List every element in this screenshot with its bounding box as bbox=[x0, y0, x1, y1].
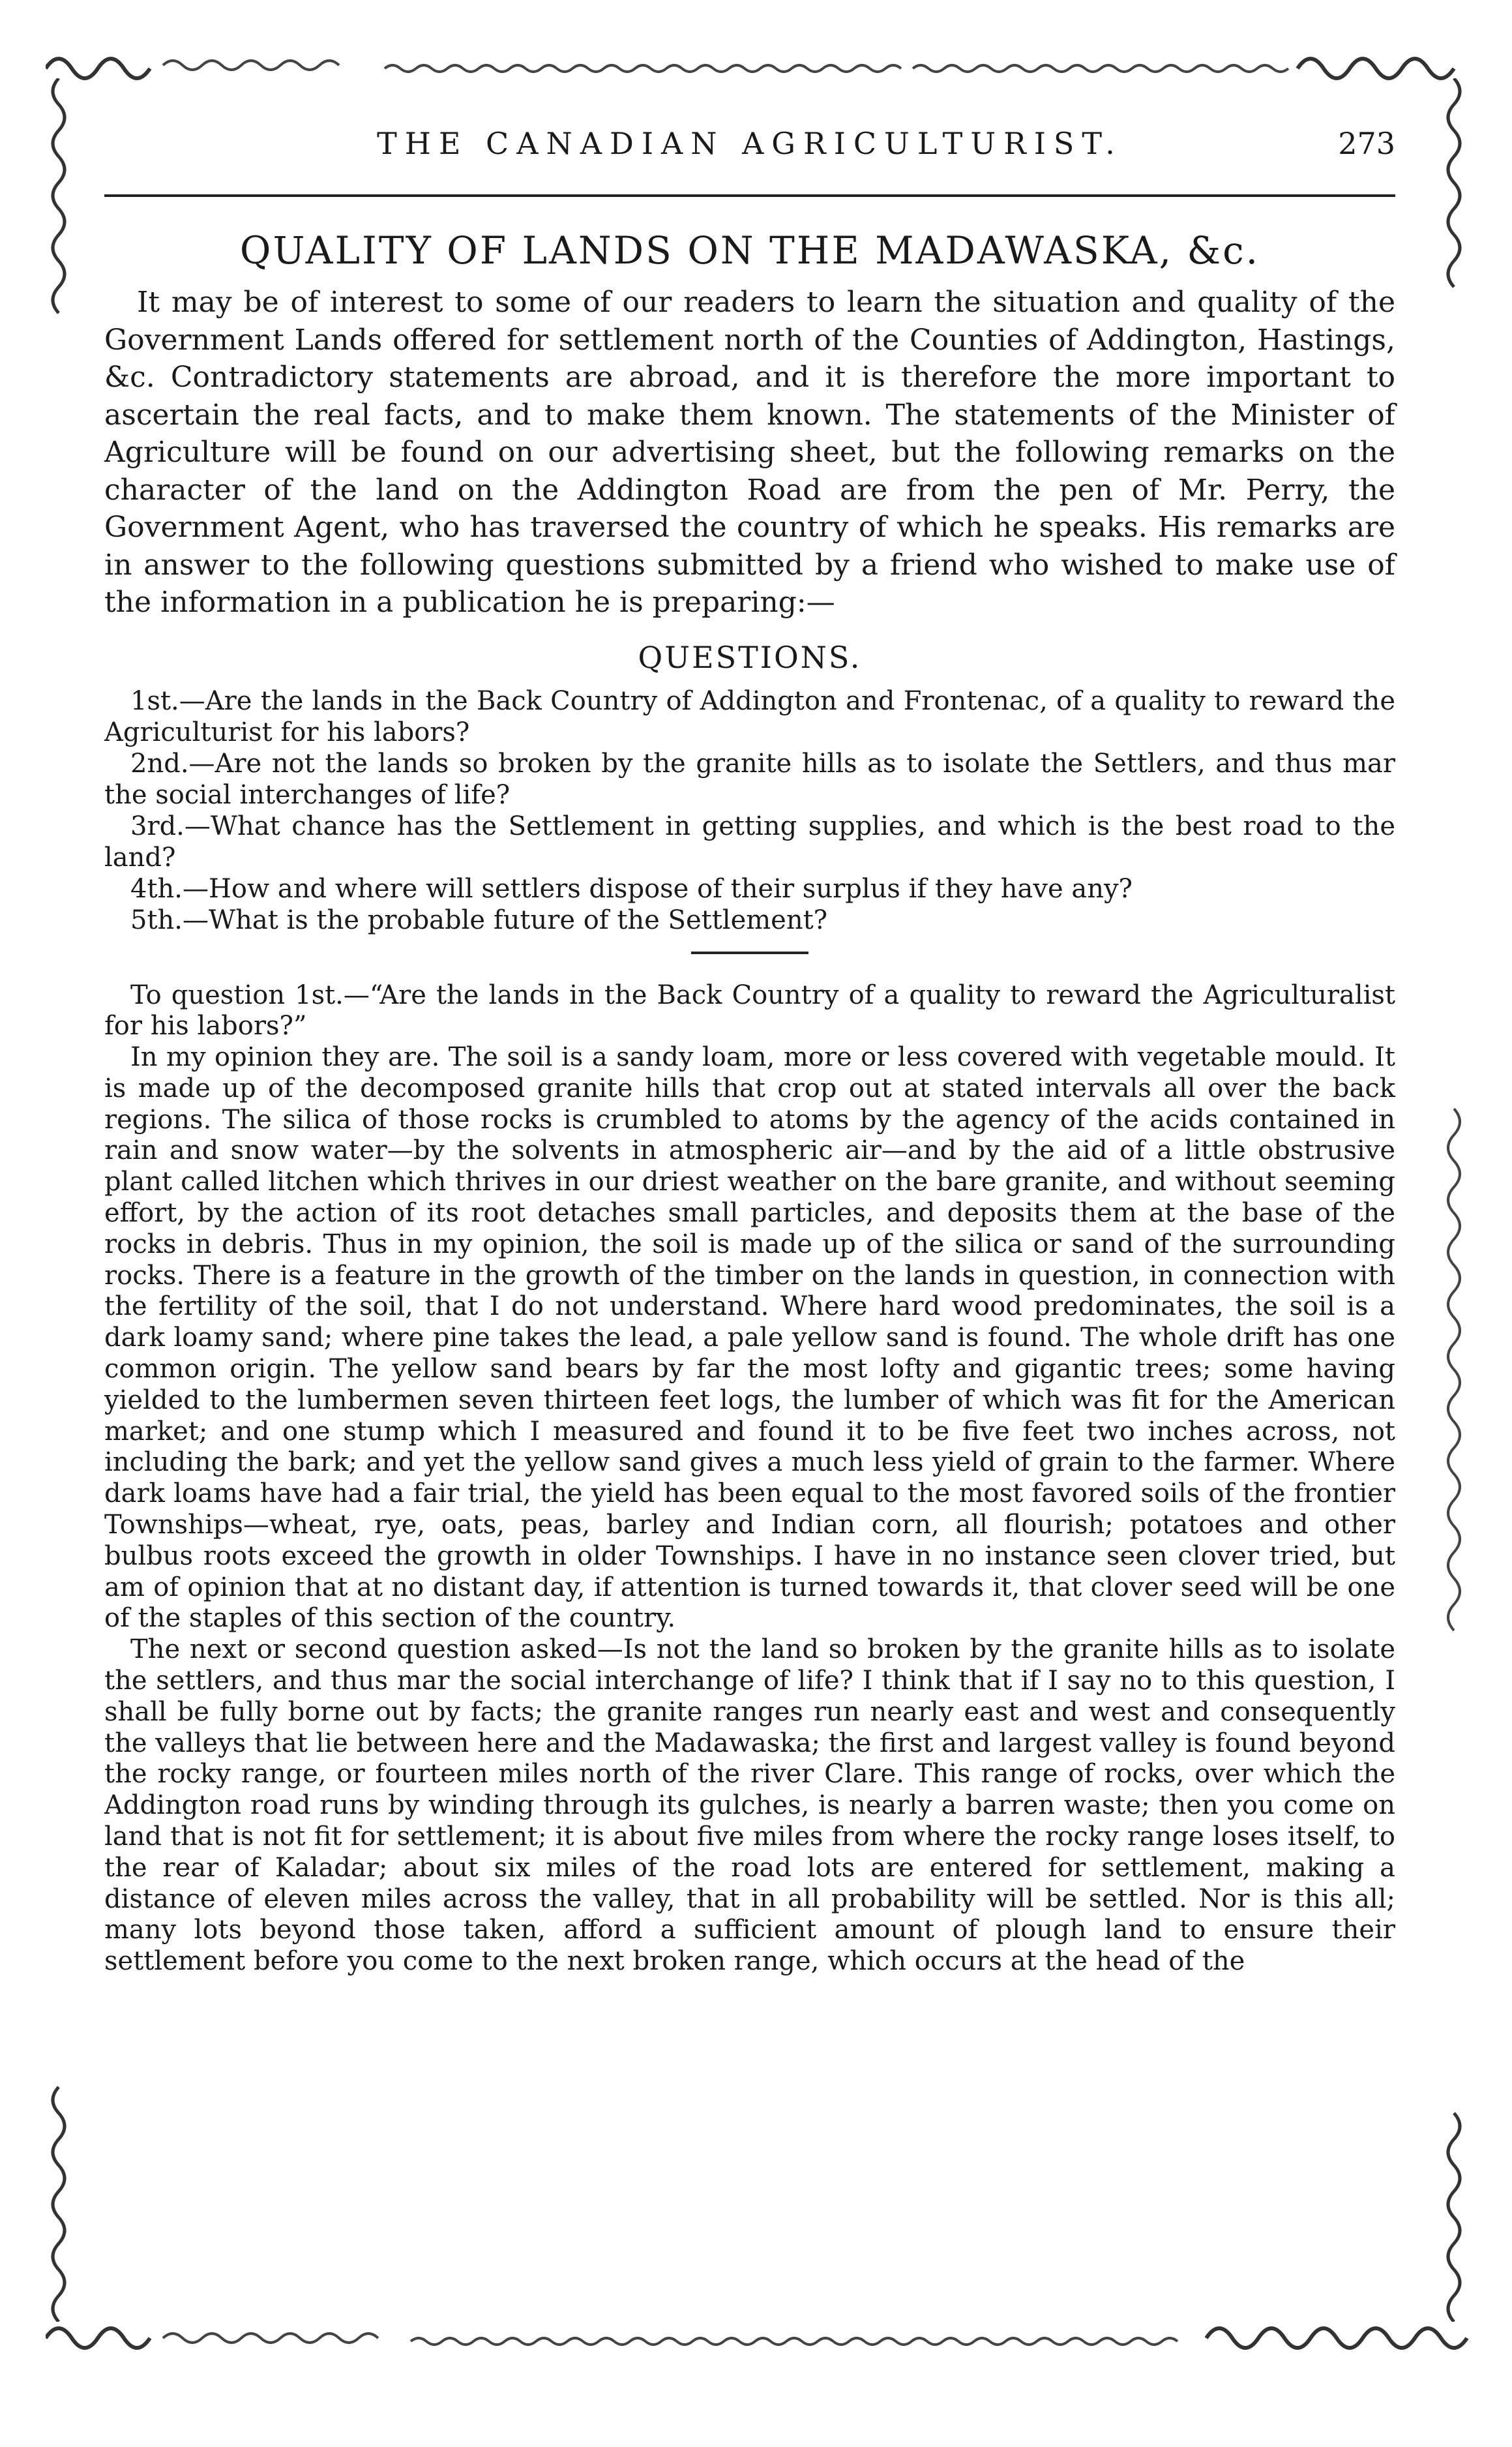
running-header bbox=[104, 121, 1395, 166]
intro-section bbox=[104, 284, 1395, 622]
section-divider bbox=[691, 952, 808, 954]
answers-section bbox=[104, 980, 1395, 1978]
page-number: 273 bbox=[1338, 126, 1395, 161]
decorative-border-left bbox=[39, 78, 78, 2322]
question-item: 3rd.—What chance has the Settlement in getting supplies, and which is the best road to the land? bbox=[104, 811, 1395, 873]
article-body bbox=[104, 284, 1395, 1977]
question-item: 1st.—Are the lands in the Back Country of Addington and Frontenac, of a quality to reward the Agriculturist for his labors? bbox=[104, 685, 1395, 747]
intro-paragraph: It may be of interest to some of our readers to learn the situation and quality of the Government Lands offered for settlement north of the Counties of Addington, Hastings, &c. Contradictory statements are abroad, and it is therefore the more important to ascertain the real facts, and to make them known. The statements of the Minister of Agriculture will be found on our advertising sheet, but the following remarks on the character of the land on the Addington Road are from the pen of Mr. Perry, the Government Agent, who has traversed the country of which he speaks. His remarks are in answer to the following questions submitted by a friend who wished to make use of the information in a publication he is preparing:— bbox=[104, 286, 1395, 619]
decorative-border-right bbox=[1434, 78, 1474, 2322]
question-item: 2nd.—Are not the lands so broken by the granite hills as to isolate the Settlers, and thus mar the social interchanges of life? bbox=[104, 748, 1395, 810]
decorative-border-bottom bbox=[46, 2309, 1480, 2367]
header-rule bbox=[104, 194, 1395, 197]
questions-heading: QUESTIONS. bbox=[638, 639, 862, 675]
question-item: 4th.—How and where will settlers dispose of their surplus if they have any? bbox=[130, 873, 1133, 904]
questions-list bbox=[104, 685, 1395, 936]
article-title: QUALITY OF LANDS ON THE MADAWASKA, &c. bbox=[239, 228, 1260, 273]
answer-paragraph: To question 1st.—“Are the lands in the Back Country of a quality to reward the Agriculturalist for his labors?” bbox=[104, 980, 1395, 1042]
answer-paragraph: In my opinion they are. The soil is a sandy loam, more or less covered with vegetable mould. It is made up of the decomposed granite hills that crop out at stated intervals all over the back regions. The silica of those rocks is crumbled to atoms by the agency of the acids contained in rain and snow water—by the solvents in atmospheric air—and by the aid of a little obstrusive plant called litchen which thrives in our driest weather on the bare granite, and without seeming effort, by the action of its root detaches small particles, and deposits them at the base of the rocks in debris. Thus in my opinion, the soil is made up of the silica or sand of the surrounding rocks. There is a feature in the growth of the timber on the lands in question, in connection with the fertility of the soil, that I do not understand. Where hard wood predominates, the soil is a dark loamy sand; where pine takes the lead, a pale yellow sand is found. The whole drift has one common origin. The yellow sand bears by far the most lofty and gigantic trees; some having yielded to the lumbermen seven thirteen feet logs, the lumber of which was fit for the American market; and one stump which I measured and found it to be five feet two inches across, not including the bark; and yet the yellow sand gives a much less yield of grain to the farmer. Where dark loams have had a fair trial, the yield has been equal to the most favored soils of the frontier Townships—wheat, rye, oats, peas, barley and Indian corn, all flourish; potatoes and other bulbus roots exceed the growth in older Townships. I have in no instance seen clover tried, but am of opinion that at no distant day, if attention is turned towards it, that clover seed will be one of the staples of this section of the country. bbox=[104, 1042, 1395, 1634]
journal-title: THE CANADIAN AGRICULTURIST. bbox=[377, 126, 1123, 161]
question-item: 5th.—What is the probable future of the Settlement? bbox=[130, 905, 828, 935]
decorative-border-top bbox=[46, 39, 1480, 98]
answer-paragraph: The next or second question asked—Is not the land so broken by the granite hills as to isolate the settlers, and thus mar the social interchange of life? I think that if I say no to this question, I shall be fully borne out by facts; the granite ranges run nearly east and west and consequently the valleys that lie between here and the Madawaska; the first and largest valley is found beyond the rocky range, or fourteen miles north of the river Clare. This range of rocks, over which the Addington road runs by winding through its gulches, is nearly a barren waste; then you come on land that is not fit for settlement; it is about five miles from where the rocky range loses itself, to the rear of Kaladar; about six miles of the road lots are entered for settlement, making a distance of eleven miles across the valley, that in all probability will be settled. Nor is this all; many lots beyond those taken, afford a sufficient amount of plough land to ensure their settlement before you come to the next broken range, which occurs at the head of the bbox=[104, 1634, 1395, 1977]
